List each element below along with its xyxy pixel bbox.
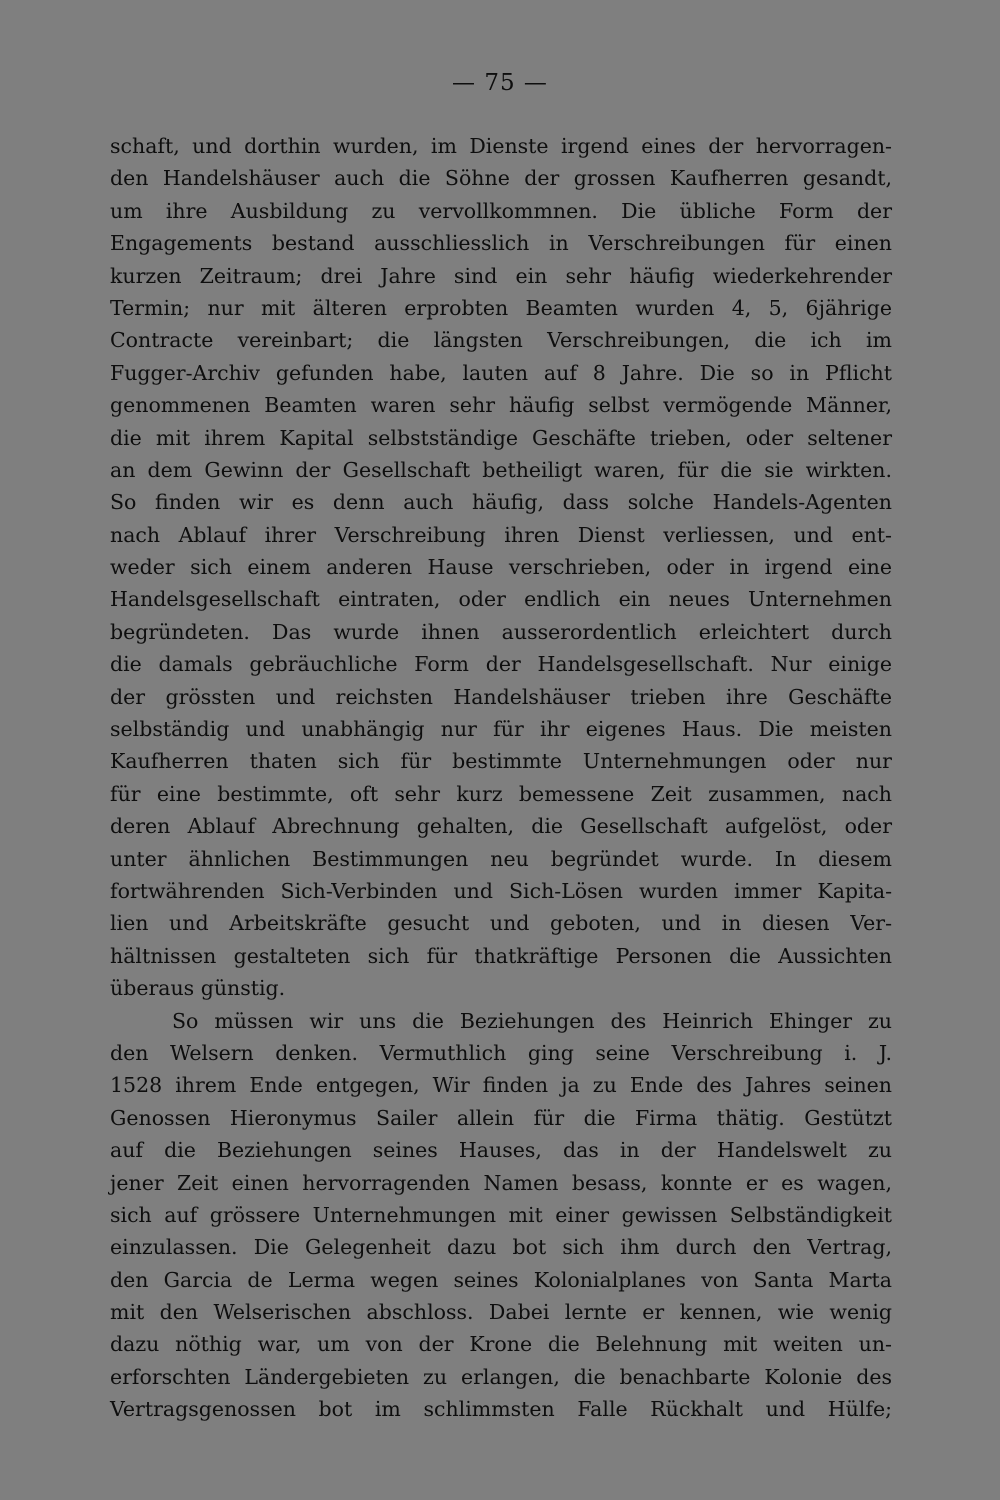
text-line: um ihre Ausbildung zu vervollkommnen. Die übliche Form der — [110, 198, 892, 223]
text-line: 1528 ihrem Ende entgegen, Wir finden ja zu Ende des Jahres seinen — [110, 1073, 892, 1098]
text-line: Fugger-Archiv gefunden habe, lauten auf 8 Jahre. Die so in Pflicht — [110, 360, 892, 385]
text-line: So müssen wir uns die Beziehungen des Heinrich Ehinger zu — [172, 1008, 892, 1033]
text-line: schaft, und dorthin wurden, im Dienste irgend eines der hervorragen- — [110, 134, 892, 158]
text-line: Engagements bestand ausschliesslich in Verschreibungen für einen — [110, 231, 892, 256]
text-line: dazu nöthig war, um von der Krone die Belehnung mit weiten un- — [110, 1332, 892, 1357]
text-line: sich auf grössere Unternehmungen mit einer gewissen Selbständigkeit — [110, 1202, 892, 1227]
text-line: genommenen Beamten waren sehr häufig selbst vermögende Männer, — [110, 393, 892, 418]
text-line: an dem Gewinn der Gesellschaft betheiligt waren, für die sie wirkten. — [110, 457, 892, 482]
text-line: erforschten Ländergebieten zu erlangen, die benachbarte Kolonie des — [110, 1364, 892, 1389]
paragraph-1 — [110, 130, 892, 1005]
text-line: die mit ihrem Kapital selbstständige Geschäfte trieben, oder seltener — [110, 425, 892, 450]
text-line: unter ähnlichen Bestimmungen neu begründet wurde. In diesem — [110, 846, 892, 871]
text-line: Termin; nur mit älteren erprobten Beamten wurden 4, 5, 6jährige — [110, 295, 892, 320]
text-line: der grössten und reichsten Handelshäuser trieben ihre Geschäfte — [110, 684, 892, 709]
text-line: auf die Beziehungen seines Hauses, das in der Handelswelt zu — [110, 1138, 892, 1163]
text-line: Contracte vereinbart; die längsten Verschreibungen, die ich im — [110, 328, 892, 353]
text-line: für eine bestimmte, oft sehr kurz bemessene Zeit zusammen, nach — [110, 781, 892, 806]
body-text — [110, 130, 892, 1426]
text-line: kurzen Zeitraum; drei Jahre sind ein sehr häufig wiederkehrender — [110, 263, 892, 288]
text-line: den Handelshäuser auch die Söhne der grossen Kaufherren gesandt, — [110, 166, 892, 191]
text-line: hältnissen gestalteten sich für thatkräftige Personen die Aussichten — [110, 943, 892, 968]
text-line: deren Ablauf Abrechnung gehalten, die Gesellschaft aufgelöst, oder — [110, 814, 892, 839]
text-line: Vertragsgenossen bot im schlimmsten Falle Rückhalt und Hülfe; — [110, 1397, 892, 1422]
text-line: mit den Welserischen abschloss. Dabei lernte er kennen, wie wenig — [110, 1300, 892, 1325]
text-line: Genossen Hieronymus Sailer allein für die Firma thätig. Gestützt — [110, 1105, 892, 1130]
text-line: So finden wir es denn auch häufig, dass solche Handels-Agenten — [110, 490, 892, 515]
text-line: die damals gebräuchliche Form der Handelsgesellschaft. Nur einige — [110, 652, 892, 677]
text-line: begründeten. Das wurde ihnen ausserordentlich erleichtert durch — [110, 619, 892, 644]
text-line: Kaufherren thaten sich für bestimmte Unternehmungen oder nur — [110, 749, 892, 774]
text-line: lien und Arbeitskräfte gesucht und geboten, und in diesen Ver- — [110, 911, 892, 936]
text-line: jener Zeit einen hervorragenden Namen besass, konnte er es wagen, — [110, 1170, 892, 1195]
text-line: Handelsgesellschaft eintraten, oder endlich ein neues Unternehmen — [110, 587, 892, 612]
text-line: weder sich einem anderen Hause verschrieben, oder in irgend eine — [110, 555, 892, 580]
text-line: den Welsern denken. Vermuthlich ging seine Verschreibung i. J. — [110, 1040, 892, 1065]
text-line: selbständig und unabhängig nur für ihr eigenes Haus. Die meisten — [110, 717, 892, 742]
text-line: den Garcia de Lerma wegen seines Kolonialplanes von Santa Marta — [110, 1267, 892, 1292]
text-line: überaus günstig. — [110, 976, 286, 1001]
paragraph-2 — [110, 1005, 892, 1426]
text-line: nach Ablauf ihrer Verschreibung ihren Dienst verliessen, und ent- — [110, 522, 892, 547]
text-line: fortwährenden Sich-Verbinden und Sich-Lösen wurden immer Kapita- — [110, 878, 892, 903]
page-number: — 75 — — [452, 70, 548, 96]
text-line: einzulassen. Die Gelegenheit dazu bot sich ihm durch den Vertrag, — [110, 1235, 892, 1260]
